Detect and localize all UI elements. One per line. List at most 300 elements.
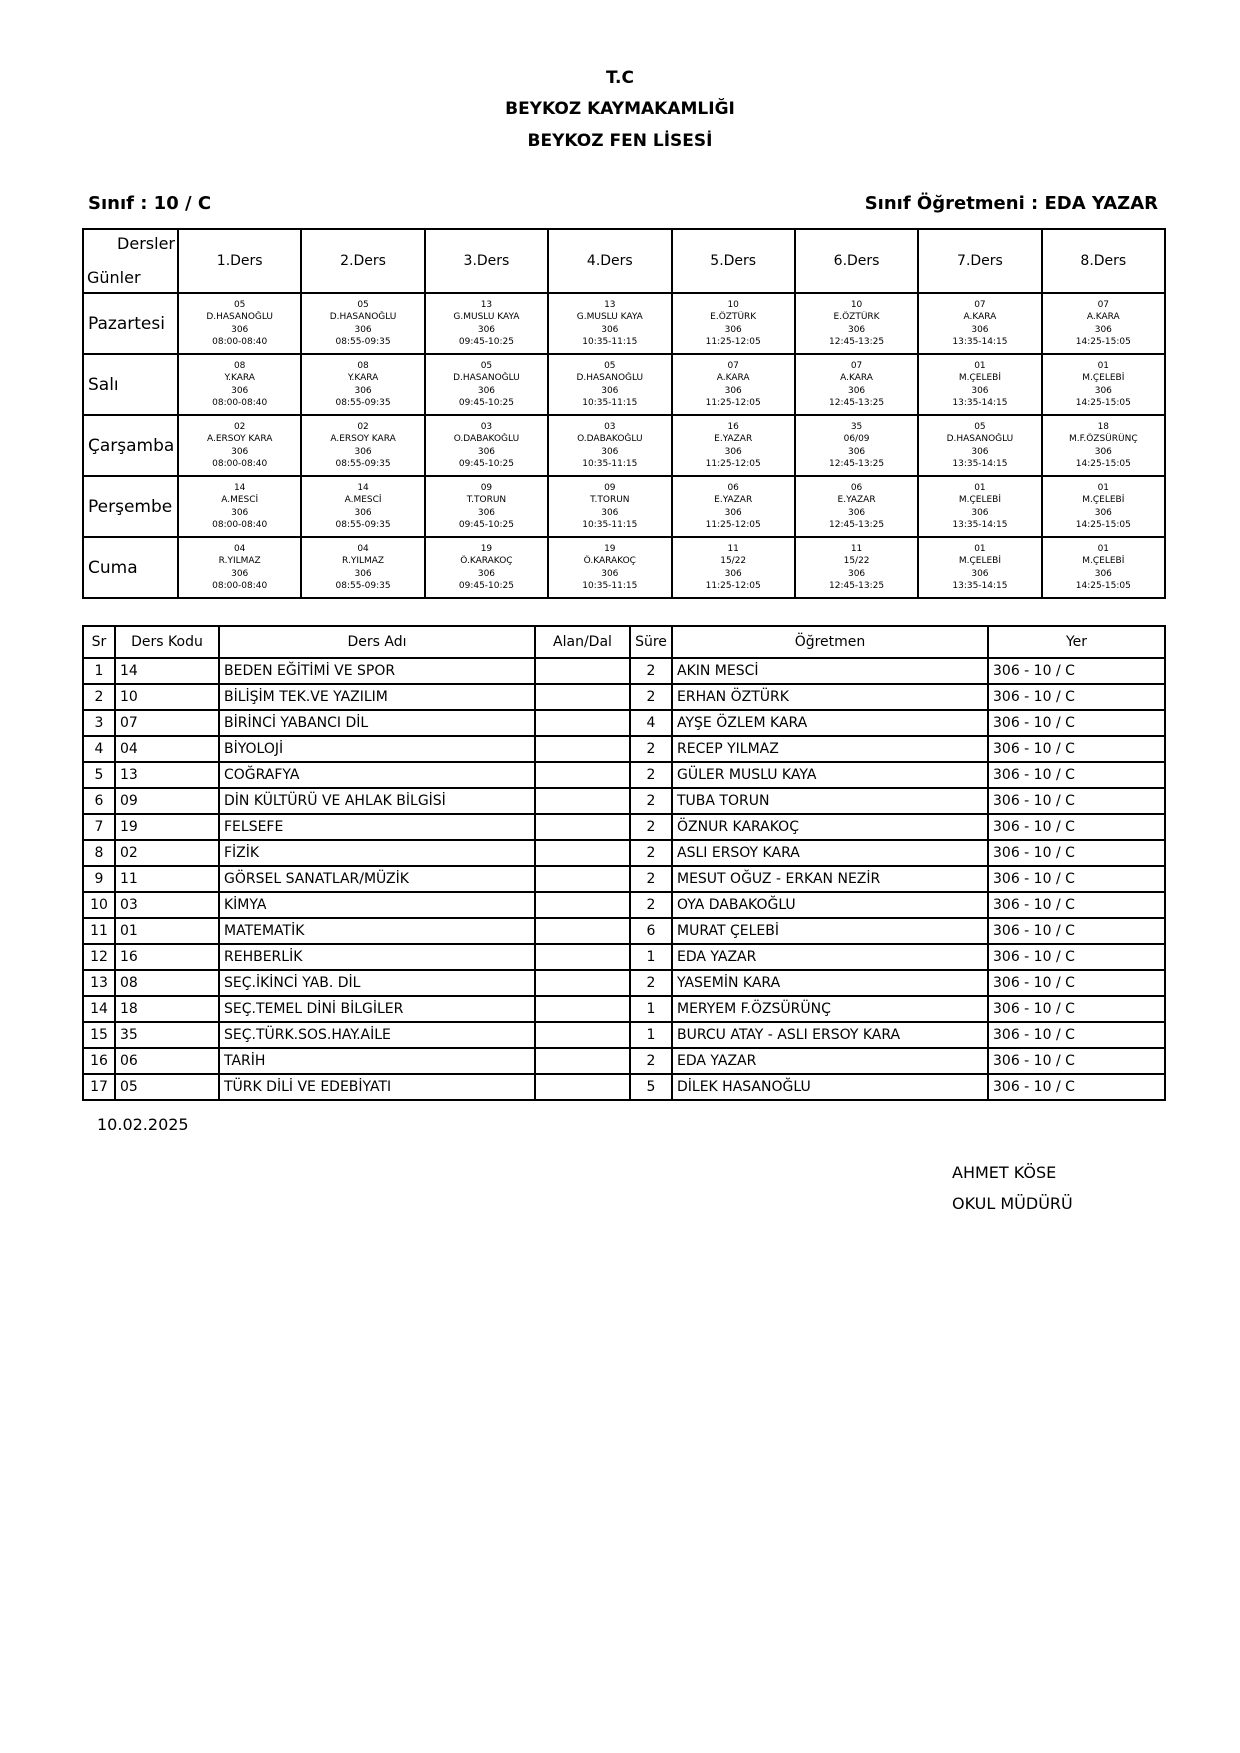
cell-yer: 306 - 10 / C <box>988 1048 1165 1074</box>
cell-ders-adi: SEÇ.TEMEL DİNİ BİLGİLER <box>219 996 535 1022</box>
lesson-time: 11:25-12:05 <box>705 520 761 530</box>
lesson-teacher: 15/22 <box>720 556 747 566</box>
lesson-room: 306 <box>231 568 249 579</box>
cell-ders-kodu: 09 <box>115 788 219 814</box>
lesson-time: 11:25-12:05 <box>705 459 761 469</box>
table-row <box>83 970 1165 996</box>
cell-ders-adi: COĞRAFYA <box>219 762 535 788</box>
lesson-room: 306 <box>847 324 866 335</box>
lesson-room: 306 <box>724 568 742 579</box>
lesson-cell <box>548 415 671 476</box>
column-header-yer: Yer <box>988 626 1165 658</box>
lesson-room: 306 <box>477 385 496 396</box>
cell-ders-adi: BEDEN EĞİTİMİ VE SPOR <box>219 658 535 684</box>
lesson-code: 03 <box>604 421 616 432</box>
cell-sr: 14 <box>83 996 115 1022</box>
lesson-code: 01 <box>974 543 986 554</box>
lesson-teacher: A.ERSOY KARA <box>206 434 273 444</box>
cell-sr: 17 <box>83 1074 115 1100</box>
lesson-code: 07 <box>1097 299 1110 310</box>
lesson-time: 10:35-11:15 <box>582 398 638 408</box>
lesson-teacher: D.HASANOĞLU <box>576 373 644 383</box>
lesson-teacher: Ö.KARAKOÇ <box>460 556 513 566</box>
lesson-teacher: Y.KARA <box>347 373 379 383</box>
lesson-code: 01 <box>974 482 986 493</box>
lesson-room: 306 <box>971 324 989 335</box>
lesson-code: 18 <box>1097 421 1110 432</box>
document-date: 10.02.2025 <box>97 1115 189 1134</box>
cell-sure: 2 <box>630 684 672 710</box>
cell-sr: 3 <box>83 710 115 736</box>
lesson-teacher: R.YILMAZ <box>342 556 385 566</box>
cell-ders-kodu: 16 <box>115 944 219 970</box>
cell-alan-dal <box>535 710 630 736</box>
lesson-code: 11 <box>850 543 863 554</box>
cell-ders-adi: BİRİNCİ YABANCI DİL <box>219 710 535 736</box>
lesson-code: 01 <box>1097 360 1110 371</box>
lesson-teacher: A.KARA <box>840 373 873 383</box>
cell-ders-adi: BİLİŞİM TEK.VE YAZILIM <box>219 684 535 710</box>
cell-yer: 306 - 10 / C <box>988 684 1165 710</box>
cell-yer: 306 - 10 / C <box>988 996 1165 1022</box>
lesson-time: 12:45-13:25 <box>829 581 885 591</box>
cell-ogretmen: GÜLER MUSLU KAYA <box>672 762 988 788</box>
lesson-teacher: A.ERSOY KARA <box>330 434 396 444</box>
corner-label-dersler: Dersler <box>117 234 175 253</box>
lesson-teacher: D.HASANOĞLU <box>206 312 274 322</box>
cell-sure: 2 <box>630 788 672 814</box>
lesson-cell <box>301 537 424 598</box>
cell-sr: 16 <box>83 1048 115 1074</box>
day-name: Cuma <box>83 537 178 598</box>
cell-sure: 2 <box>630 762 672 788</box>
column-header-ders-kodu: Ders Kodu <box>115 626 219 658</box>
lesson-code: 04 <box>357 543 369 554</box>
lesson-cell <box>1042 537 1165 598</box>
lesson-teacher: E.ÖZTÜRK <box>710 312 757 322</box>
lesson-code: 11 <box>727 543 739 554</box>
day-name: Çarşamba <box>83 415 178 476</box>
lesson-teacher: M.ÇELEBİ <box>958 556 1001 566</box>
lesson-time: 13:35-14:15 <box>952 520 1008 530</box>
lesson-time: 14:25-15:05 <box>1075 337 1131 347</box>
lesson-teacher: T.TORUN <box>466 495 507 505</box>
cell-ders-adi: REHBERLİK <box>219 944 535 970</box>
cell-ogretmen: MESUT OĞUZ - ERKAN NEZİR <box>672 866 988 892</box>
lesson-cell <box>178 293 301 354</box>
lesson-room: 306 <box>847 507 866 518</box>
lesson-teacher: M.ÇELEBİ <box>958 495 1001 505</box>
lesson-time: 08:55-09:35 <box>335 337 391 347</box>
lesson-room: 306 <box>354 446 372 457</box>
lesson-code: 14 <box>357 482 369 493</box>
cell-ders-kodu: 35 <box>115 1022 219 1048</box>
lesson-room: 306 <box>1094 446 1112 457</box>
cell-ders-adi: FELSEFE <box>219 814 535 840</box>
lesson-room: 306 <box>231 507 249 518</box>
schedule-day-row <box>83 354 1165 415</box>
lesson-room: 306 <box>971 446 989 457</box>
lesson-time: 09:45-10:25 <box>458 459 514 469</box>
lesson-code: 02 <box>357 421 369 432</box>
lesson-code: 01 <box>1097 482 1110 493</box>
lesson-code: 05 <box>233 299 246 310</box>
schedule-corner-cell <box>83 229 178 293</box>
cell-alan-dal <box>535 684 630 710</box>
table-row <box>83 918 1165 944</box>
lesson-code: 04 <box>233 543 246 554</box>
cell-sr: 13 <box>83 970 115 996</box>
lesson-teacher: G.MUSLU KAYA <box>576 312 643 322</box>
lesson-teacher: D.HASANOĞLU <box>453 373 520 383</box>
cell-sr: 10 <box>83 892 115 918</box>
cell-sr: 1 <box>83 658 115 684</box>
header-line-tc: T.C <box>606 68 634 88</box>
cell-yer: 306 - 10 / C <box>988 892 1165 918</box>
lesson-code: 07 <box>850 360 863 371</box>
lesson-teacher: E.YAZAR <box>837 495 876 505</box>
lesson-code: 05 <box>974 421 986 432</box>
lesson-time: 11:25-12:05 <box>705 337 761 347</box>
lesson-room: 306 <box>354 507 372 518</box>
lesson-code: 07 <box>974 299 986 310</box>
cell-ders-adi: GÖRSEL SANATLAR/MÜZİK <box>219 866 535 892</box>
lesson-cell <box>795 293 918 354</box>
table-row <box>83 1048 1165 1074</box>
cell-sr: 11 <box>83 918 115 944</box>
weekly-schedule-table <box>82 228 1166 599</box>
cell-alan-dal <box>535 866 630 892</box>
period-header: 6.Ders <box>795 229 918 293</box>
lesson-code: 16 <box>727 421 739 432</box>
column-header-sr: Sr <box>83 626 115 658</box>
lesson-room: 306 <box>601 446 619 457</box>
lesson-teacher: A.KARA <box>716 373 750 383</box>
lesson-code: 08 <box>357 360 369 371</box>
lesson-room: 306 <box>354 385 372 396</box>
table-row <box>83 1074 1165 1100</box>
lesson-teacher: M.ÇELEBİ <box>958 373 1001 383</box>
cell-yer: 306 - 10 / C <box>988 1074 1165 1100</box>
schedule-day-row <box>83 415 1165 476</box>
cell-ogretmen: TUBA TORUN <box>672 788 988 814</box>
class-label: Sınıf : 10 / C <box>88 193 212 214</box>
cell-ders-kodu: 05 <box>115 1074 219 1100</box>
table-row <box>83 1022 1165 1048</box>
lesson-code: 06 <box>727 482 739 493</box>
cell-ders-adi: MATEMATİK <box>219 918 535 944</box>
lesson-code: 02 <box>233 421 246 432</box>
cell-sure: 6 <box>630 918 672 944</box>
lesson-cell <box>672 354 795 415</box>
header-line-school: BEYKOZ FEN LİSESİ <box>527 131 713 151</box>
lesson-teacher: E.ÖZTÜRK <box>833 312 880 322</box>
lesson-cell <box>178 415 301 476</box>
cell-sure: 2 <box>630 970 672 996</box>
lesson-cell <box>918 293 1041 354</box>
cell-sure: 1 <box>630 996 672 1022</box>
cell-sure: 5 <box>630 1074 672 1100</box>
lesson-time: 13:35-14:15 <box>952 581 1008 591</box>
lesson-room: 306 <box>724 324 742 335</box>
lesson-code: 19 <box>480 543 493 554</box>
lesson-cell <box>918 537 1041 598</box>
lesson-time: 08:00-08:40 <box>212 520 268 530</box>
lesson-teacher: M.ÇELEBİ <box>1082 556 1125 566</box>
lesson-code: 09 <box>480 482 493 493</box>
cell-ders-kodu: 14 <box>115 658 219 684</box>
cell-ogretmen: EDA YAZAR <box>672 944 988 970</box>
lesson-code: 05 <box>357 299 369 310</box>
lesson-code: 13 <box>480 299 493 310</box>
lesson-time: 08:00-08:40 <box>212 398 268 408</box>
cell-alan-dal <box>535 1048 630 1074</box>
day-name: Pazartesi <box>83 293 178 354</box>
lesson-room: 306 <box>724 446 742 457</box>
lesson-time: 10:35-11:15 <box>582 581 638 591</box>
lesson-cell <box>425 293 548 354</box>
cell-yer: 306 - 10 / C <box>988 736 1165 762</box>
lesson-time: 09:45-10:25 <box>458 398 514 408</box>
cell-ders-kodu: 07 <box>115 710 219 736</box>
principal-title: OKUL MÜDÜRÜ <box>952 1194 1073 1213</box>
lesson-code: 05 <box>480 360 493 371</box>
lesson-code: 06 <box>850 482 863 493</box>
class-teacher-label: Sınıf Öğretmeni : EDA YAZAR <box>864 193 1158 214</box>
period-header: 2.Ders <box>301 229 424 293</box>
lesson-teacher: A.KARA <box>1086 312 1120 322</box>
cell-yer: 306 - 10 / C <box>988 840 1165 866</box>
lesson-room: 306 <box>1094 507 1112 518</box>
lesson-cell <box>178 354 301 415</box>
lesson-room: 306 <box>847 385 866 396</box>
lesson-teacher: M.ÇELEBİ <box>1082 495 1125 505</box>
lesson-teacher: 15/22 <box>843 556 870 566</box>
lesson-cell <box>548 476 671 537</box>
lesson-cell <box>1042 354 1165 415</box>
lesson-cell <box>548 354 671 415</box>
lesson-teacher: 06/09 <box>843 434 870 444</box>
cell-sure: 2 <box>630 658 672 684</box>
lesson-cell <box>672 415 795 476</box>
course-header-row <box>83 626 1165 658</box>
cell-ders-kodu: 03 <box>115 892 219 918</box>
cell-sr: 12 <box>83 944 115 970</box>
cell-ogretmen: OYA DABAKOĞLU <box>672 892 988 918</box>
cell-alan-dal <box>535 996 630 1022</box>
cell-ogretmen: ASLI ERSOY KARA <box>672 840 988 866</box>
lesson-code: 13 <box>604 299 616 310</box>
lesson-cell <box>918 476 1041 537</box>
schedule-day-row <box>83 293 1165 354</box>
cell-alan-dal <box>535 814 630 840</box>
lesson-teacher: R.YILMAZ <box>218 556 261 566</box>
lesson-room: 306 <box>601 385 619 396</box>
lesson-cell <box>795 415 918 476</box>
lesson-code: 19 <box>604 543 616 554</box>
cell-ders-kodu: 13 <box>115 762 219 788</box>
lesson-time: 13:35-14:15 <box>952 337 1008 347</box>
cell-sure: 2 <box>630 814 672 840</box>
lesson-room: 306 <box>231 446 249 457</box>
period-header: 4.Ders <box>548 229 671 293</box>
period-header: 5.Ders <box>672 229 795 293</box>
lesson-cell <box>301 293 424 354</box>
lesson-teacher: E.YAZAR <box>714 495 753 505</box>
cell-alan-dal <box>535 944 630 970</box>
lesson-room: 306 <box>477 324 496 335</box>
lesson-teacher: O.DABAKOĞLU <box>577 434 643 444</box>
lesson-teacher: O.DABAKOĞLU <box>453 434 520 444</box>
cell-ders-kodu: 02 <box>115 840 219 866</box>
day-name: Perşembe <box>83 476 178 537</box>
lesson-teacher: M.ÇELEBİ <box>1082 373 1125 383</box>
lesson-time: 08:00-08:40 <box>212 337 268 347</box>
cell-ogretmen: RECEP YILMAZ <box>672 736 988 762</box>
lesson-time: 12:45-13:25 <box>829 459 885 469</box>
cell-ders-kodu: 01 <box>115 918 219 944</box>
lesson-teacher: A.MESCİ <box>344 495 382 505</box>
lesson-cell <box>301 415 424 476</box>
cell-ogretmen: MERYEM F.ÖZSÜRÜNÇ <box>672 996 988 1022</box>
table-row <box>83 814 1165 840</box>
lesson-time: 10:35-11:15 <box>582 337 638 347</box>
lesson-cell <box>672 293 795 354</box>
lesson-time: 13:35-14:15 <box>952 459 1008 469</box>
table-row <box>83 840 1165 866</box>
lesson-code: 10 <box>727 299 739 310</box>
cell-yer: 306 - 10 / C <box>988 788 1165 814</box>
period-header: 3.Ders <box>425 229 548 293</box>
cell-alan-dal <box>535 970 630 996</box>
cell-ogretmen: DİLEK HASANOĞLU <box>672 1074 988 1100</box>
lesson-cell <box>301 476 424 537</box>
lesson-cell <box>918 415 1041 476</box>
lesson-cell <box>918 354 1041 415</box>
lesson-code: 07 <box>727 360 739 371</box>
cell-sure: 4 <box>630 710 672 736</box>
corner-label-gunler: Günler <box>87 268 141 287</box>
lesson-room: 306 <box>601 568 619 579</box>
cell-sure: 1 <box>630 1022 672 1048</box>
cell-sure: 2 <box>630 736 672 762</box>
lesson-code: 01 <box>974 360 986 371</box>
lesson-room: 306 <box>1094 385 1112 396</box>
cell-ders-kodu: 08 <box>115 970 219 996</box>
cell-sure: 1 <box>630 944 672 970</box>
lesson-room: 306 <box>724 385 742 396</box>
lesson-teacher: E.YAZAR <box>714 434 753 444</box>
table-row <box>83 658 1165 684</box>
cell-alan-dal <box>535 1074 630 1100</box>
table-row <box>83 710 1165 736</box>
course-list-table <box>82 625 1166 1101</box>
lesson-teacher: T.TORUN <box>590 495 630 505</box>
lesson-time: 08:00-08:40 <box>212 459 268 469</box>
lesson-room: 306 <box>477 446 496 457</box>
lesson-time: 11:25-12:05 <box>705 581 761 591</box>
lesson-time: 14:25-15:05 <box>1075 459 1131 469</box>
cell-ogretmen: BURCU ATAY - ASLI ERSOY KARA <box>672 1022 988 1048</box>
lesson-time: 13:35-14:15 <box>952 398 1008 408</box>
lesson-cell <box>795 537 918 598</box>
lesson-teacher: A.KARA <box>963 312 997 322</box>
lesson-time: 11:25-12:05 <box>705 398 761 408</box>
lesson-cell <box>1042 476 1165 537</box>
cell-sure: 2 <box>630 1048 672 1074</box>
lesson-cell <box>672 476 795 537</box>
column-header-sure: Süre <box>630 626 672 658</box>
schedule-header-row <box>83 229 1165 293</box>
lesson-room: 306 <box>231 385 249 396</box>
cell-sr: 9 <box>83 866 115 892</box>
lesson-time: 10:35-11:15 <box>582 459 638 469</box>
lesson-room: 306 <box>971 568 989 579</box>
cell-ders-kodu: 04 <box>115 736 219 762</box>
period-header: 8.Ders <box>1042 229 1165 293</box>
lesson-room: 306 <box>477 507 496 518</box>
column-header-ders-adi: Ders Adı <box>219 626 535 658</box>
lesson-time: 09:45-10:25 <box>458 520 514 530</box>
lesson-time: 12:45-13:25 <box>829 520 885 530</box>
lesson-room: 306 <box>477 568 496 579</box>
cell-yer: 306 - 10 / C <box>988 658 1165 684</box>
cell-alan-dal <box>535 658 630 684</box>
cell-yer: 306 - 10 / C <box>988 918 1165 944</box>
column-header-ogretmen: Öğretmen <box>672 626 988 658</box>
lesson-code: 09 <box>604 482 616 493</box>
day-name: Salı <box>83 354 178 415</box>
cell-sr: 15 <box>83 1022 115 1048</box>
lesson-room: 306 <box>231 324 249 335</box>
lesson-cell <box>795 476 918 537</box>
lesson-cell <box>301 354 424 415</box>
cell-ders-adi: BİYOLOJİ <box>219 736 535 762</box>
cell-ogretmen: AYŞE ÖZLEM KARA <box>672 710 988 736</box>
cell-sure: 2 <box>630 892 672 918</box>
lesson-time: 08:00-08:40 <box>212 581 268 591</box>
period-header: 7.Ders <box>918 229 1041 293</box>
lesson-time: 14:25-15:05 <box>1075 581 1131 591</box>
cell-ders-kodu: 10 <box>115 684 219 710</box>
lesson-room: 306 <box>354 568 372 579</box>
cell-alan-dal <box>535 892 630 918</box>
cell-ders-kodu: 18 <box>115 996 219 1022</box>
lesson-code: 01 <box>1097 543 1110 554</box>
cell-alan-dal <box>535 736 630 762</box>
lesson-cell <box>425 537 548 598</box>
cell-yer: 306 - 10 / C <box>988 866 1165 892</box>
lesson-code: 14 <box>233 482 246 493</box>
cell-ders-kodu: 19 <box>115 814 219 840</box>
lesson-cell <box>178 476 301 537</box>
cell-ogretmen: YASEMİN KARA <box>672 970 988 996</box>
lesson-time: 12:45-13:25 <box>829 398 885 408</box>
lesson-room: 306 <box>601 507 619 518</box>
lesson-cell <box>795 354 918 415</box>
lesson-cell <box>672 537 795 598</box>
table-row <box>83 684 1165 710</box>
cell-ogretmen: MURAT ÇELEBİ <box>672 918 988 944</box>
lesson-teacher: Y.KARA <box>224 373 255 383</box>
column-header-alan-dal: Alan/Dal <box>535 626 630 658</box>
lesson-room: 306 <box>847 568 866 579</box>
lesson-time: 08:55-09:35 <box>335 581 391 591</box>
cell-sr: 6 <box>83 788 115 814</box>
lesson-code: 08 <box>233 360 246 371</box>
lesson-teacher: M.F.ÖZSÜRÜNÇ <box>1069 434 1138 444</box>
lesson-teacher: D.HASANOĞLU <box>946 434 1014 444</box>
